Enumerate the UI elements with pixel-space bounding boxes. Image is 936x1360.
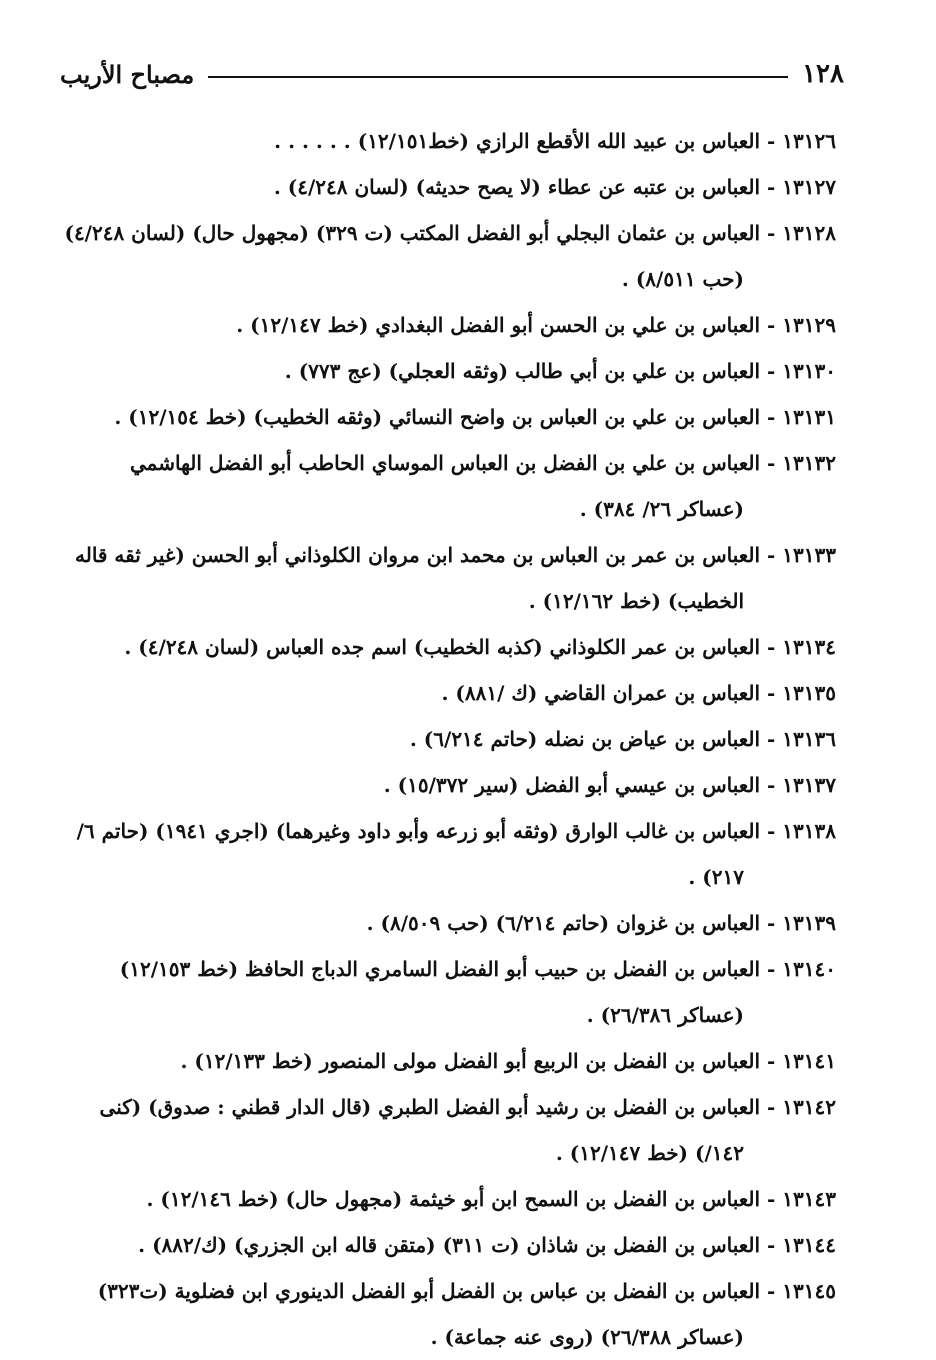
entry: ١٣١٣٠ - العباس بن علي بن أبي طالب (وثقه العجلي) (عج ٧٧٣) . (284, 359, 836, 383)
entry-list (62, 118, 836, 1360)
entry: ١٣١٤٢ - العباس بن الفضل بن رشيد أبو الفضل الطبري (قال الدار قطني : صدوق) (كنى ١٤٢/) (خط ١٢/١٤٧) . (99, 1095, 836, 1165)
entry: ١٣١٤٠ - العباس بن الفضل بن حبيب أبو الفضل السامري الدباج الحافظ (خط ١٢/١٥٣) (عساكر ٢٦/٣٨٦) . (119, 957, 836, 1027)
entry: ١٣١٢٩ - العباس بن علي بن الحسن أبو الفضل البغدادي (خط ١٢/١٤٧) . (236, 313, 836, 337)
entry: ١٣١٣٥ - العباس بن عمران القاضي (ك /٨٨١) . (441, 681, 836, 705)
entry: ١٣١٣٢ - العباس بن علي بن الفضل بن العباس الموساي الحاطب أبو الفضل الهاشمي (عساكر ٢٦/ ٣٨٤) . (129, 451, 836, 521)
page-number: ١٢٨ (802, 59, 844, 89)
book-title: مصباح الأريب (60, 59, 195, 89)
entry: ١٣١٣٨ - العباس بن غالب الوارق (وثقه أبو زرعه وأبو داود وغيرهما) (اجري ١٩٤١) (حاتم ٦/ ٢١٧) . (76, 819, 836, 889)
entry: ١٣١٢٦ - العباس بن عبيد الله الأقطع الرازي (خط١٢/١٥١) . . . . . . (274, 129, 836, 153)
entry: ١٣١٤١ - العباس بن الفضل بن الربيع أبو الفضل مولى المنصور (خط ١٢/١٣٣) . (180, 1049, 836, 1073)
entry: ١٣١٣٣ - العباس بن عمر بن العباس بن محمد ابن مروان الكلوذاني أبو الحسن (غير ثقه قاله الخطيب) (خط ١٢/١٦٢) . (75, 543, 836, 613)
entry: ١٣١٣٧ - العباس بن عيسي أبو الفضل (سير ١٥/٣٧٢) . (383, 773, 836, 797)
entry: ١٣١٤٤ - العباس بن الفضل بن شاذان (ت ٣١١) (متقن قاله ابن الجزري) (ك/٨٨٢) . (138, 1233, 836, 1257)
entry: ١٣١٤٥ - العباس بن الفضل بن عباس بن الفضل أبو الفضل الدينوري ابن فضلوية (ت٣٢٣) (عساكر ٢٦/٣٨٨) (روى عنه جماعة) . (97, 1279, 836, 1349)
entry: ١٣١٢٧ - العباس بن عتبه عن عطاء (لا يصح حديثه) (لسان ٤/٢٤٨) . (273, 175, 836, 199)
entry: ١٣١٣٩ - العباس بن غزوان (حاتم ٦/٢١٤) (حب ٨/٥٠٩) . (366, 911, 836, 935)
entry: ١٣١٣٦ - العباس بن عياض بن نضله (حاتم ٦/٢١٤) . (409, 727, 836, 751)
entry: ١٣١٢٨ - العباس بن عثمان البجلي أبو الفضل المكتب (ت ٣٢٩) (مجهول حال) (لسان ٤/٢٤٨) (حب ٨/٥١١) . (64, 221, 836, 291)
page-header (60, 54, 844, 94)
header-rule (208, 76, 788, 78)
entry: ١٣١٣٤ - العباس بن عمر الكلوذاني (كذبه الخطيب) اسم جده العباس (لسان ٤/٢٤٨) . (124, 635, 836, 659)
entry: ١٣١٤٣ - العباس بن الفضل بن السمح ابن أبو خيثمة (مجهول حال) (خط ١٢/١٤٦) . (146, 1187, 836, 1211)
entry: ١٣١٣١ - العباس بن علي بن العباس بن واضح النسائي (وثقه الخطيب) (خط ١٢/١٥٤) . (114, 405, 836, 429)
